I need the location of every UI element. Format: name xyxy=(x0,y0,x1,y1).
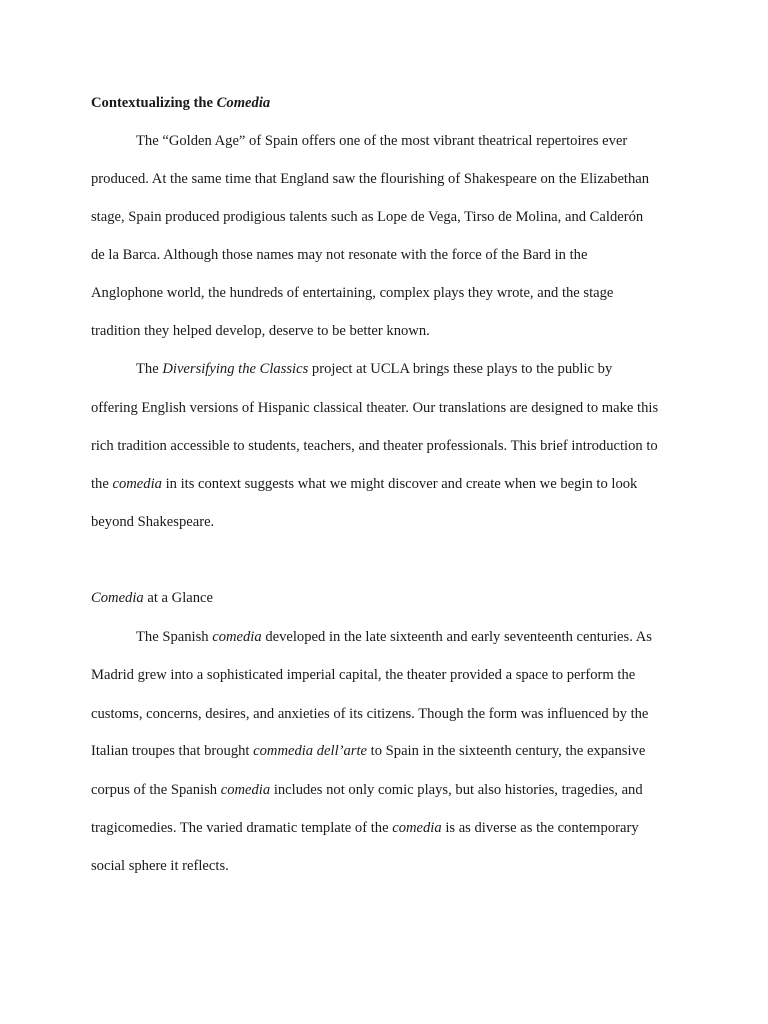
paragraph-line xyxy=(91,781,643,799)
paragraph-line: Madrid grew into a sophisticated imperial capital, the theater provided a space to perform the xyxy=(91,667,636,683)
italic-run: Diversifying the Classics xyxy=(162,361,309,377)
paragraph-line: stage, Spain produced prodigious talents such as Lope de Vega, Tirso de Molina, and Calderón xyxy=(91,209,644,225)
paragraph-line xyxy=(91,742,645,760)
paragraph-line: produced. At the same time that England saw the flourishing of Shakespeare on the Elizabethan xyxy=(91,171,650,187)
paragraph-line: customs, concerns, desires, and anxieties of its citizens. Though the form was influenced by the xyxy=(91,706,649,722)
text-run: in its context suggests what we might discover and create when we begin to look xyxy=(161,476,638,492)
text-run: project at UCLA brings these plays to the public by xyxy=(308,361,613,377)
paragraph-line: offering English versions of Hispanic classical theater. Our translations are designed to make this xyxy=(91,400,659,416)
italic-run: comedia xyxy=(112,476,162,492)
paragraph-line: tradition they helped develop, deserve to be better known. xyxy=(91,323,430,339)
section-heading-contextualizing xyxy=(91,94,270,112)
paragraph-line: beyond Shakespeare. xyxy=(91,514,215,530)
paragraph-line: Anglophone world, the hundreds of entertaining, complex plays they wrote, and the stage xyxy=(91,285,614,301)
text-run: The Spanish xyxy=(136,629,213,645)
text-run: Italian troupes that brought xyxy=(91,743,254,759)
paragraph-line: de la Barca. Although those names may not resonate with the force of the Bard in the xyxy=(91,247,588,263)
paragraph-line xyxy=(136,360,612,378)
text-run: corpus of the Spanish xyxy=(91,782,221,798)
italic-run: commedia dell’arte xyxy=(253,743,368,759)
text-run: is as diverse as the contemporary xyxy=(441,820,639,836)
heading-text: at a Glance xyxy=(143,590,213,606)
text-run: includes not only comic plays, but also histories, tragedies, and xyxy=(270,782,643,798)
section-heading-comedia-at-a-glance xyxy=(91,589,213,607)
italic-run: comedia xyxy=(212,629,262,645)
paragraph-line xyxy=(136,628,652,646)
paragraph-line: The “Golden Age” of Spain offers one of the most vibrant theatrical repertoires ever xyxy=(136,133,628,149)
italic-run: comedia xyxy=(220,782,271,798)
text-run: tragicomedies. The varied dramatic template of the xyxy=(91,820,393,836)
text-run: The xyxy=(136,361,163,377)
text-run: the xyxy=(91,476,113,492)
paragraph-line xyxy=(91,475,637,493)
paragraph-line xyxy=(91,819,639,837)
italic-run: comedia xyxy=(392,820,442,836)
paragraph-line: social sphere it reflects. xyxy=(91,858,229,874)
heading-text: Contextualizing the xyxy=(91,95,217,111)
paragraph-line: rich tradition accessible to students, teachers, and theater professionals. This brief introduction to xyxy=(91,438,658,454)
text-run: developed in the late sixteenth and early seventeenth centuries. As xyxy=(261,629,652,645)
text-run: to Spain in the sixteenth century, the expansive xyxy=(367,743,646,759)
heading-italic-text: Comedia xyxy=(216,95,271,111)
heading-italic-text: Comedia xyxy=(91,590,144,606)
